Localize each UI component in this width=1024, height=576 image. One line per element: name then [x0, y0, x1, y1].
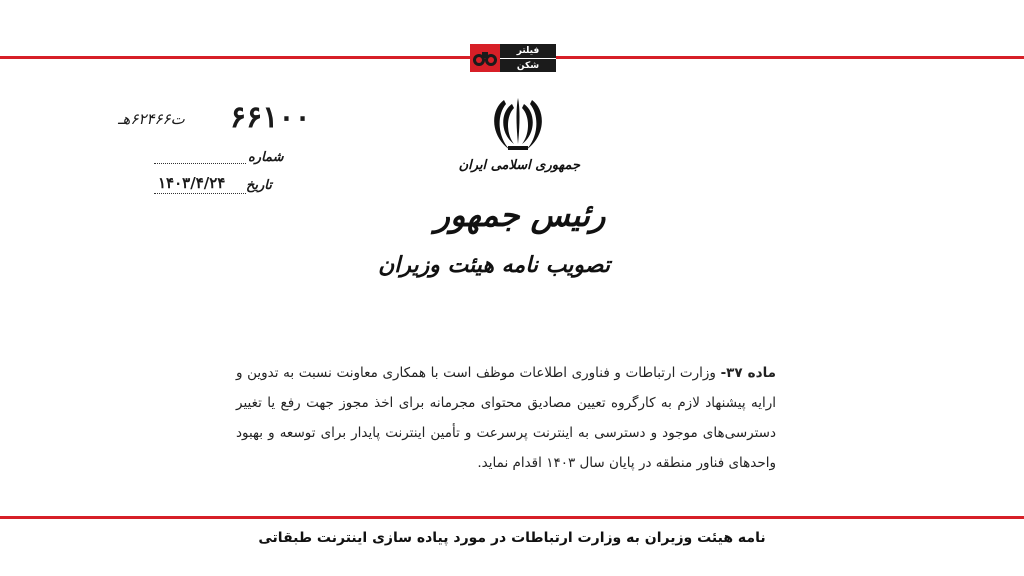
cabinet-title: تصویب نامه هیئت وزیران — [378, 252, 610, 278]
number-dotted-line — [154, 162, 246, 164]
letter-number: ۶۶۱۰۰ — [230, 100, 311, 135]
bottom-divider — [0, 516, 1024, 519]
brand-line-2: شکن — [500, 58, 556, 73]
iran-emblem-icon — [486, 94, 550, 156]
president-title: رئیس جمهور — [434, 196, 606, 234]
date-label: تاریخ — [246, 178, 272, 193]
article-text: وزارت ارتباطات و فناوری اطلاعات موظف است با همکاری معاونت نسبت به تدوین و ارایه پیشنهاد لازم به کارگروه تعیین مصادیق محتوای مجرمانه برای اخذ مجوز جهت رفع یا تغییر دسترسی‌های موجود و دسترسی به اینترنت پرسرعت و تأمین اینترنت پایدار برای توسعه و بهبود واحدهای فناور منطقه در پایان سال ۱۴۰۳ اقدام نماید. — [236, 365, 776, 471]
brand-line-1: فیلتر — [516, 46, 540, 56]
brand-logo[interactable] — [470, 44, 556, 72]
article-label: ماده ۳۷- — [720, 365, 776, 381]
binoculars-icon — [470, 44, 500, 72]
date-value: ۱۴۰۳/۴/۲۴ — [158, 174, 226, 192]
article-paragraph — [236, 358, 776, 478]
number-label: شماره — [248, 150, 284, 165]
brand-wordmark — [500, 44, 556, 72]
date-dotted-line — [154, 192, 246, 194]
reference-code: ت۶۲۴۶۶هـ — [118, 110, 185, 128]
republic-title: جمهوری اسلامی ایران — [458, 158, 580, 173]
image-caption: نامه هیئت وزیران به وزارت ارتباطات در مورد پیاده سازی اینترنت طبقاتی — [258, 530, 766, 546]
